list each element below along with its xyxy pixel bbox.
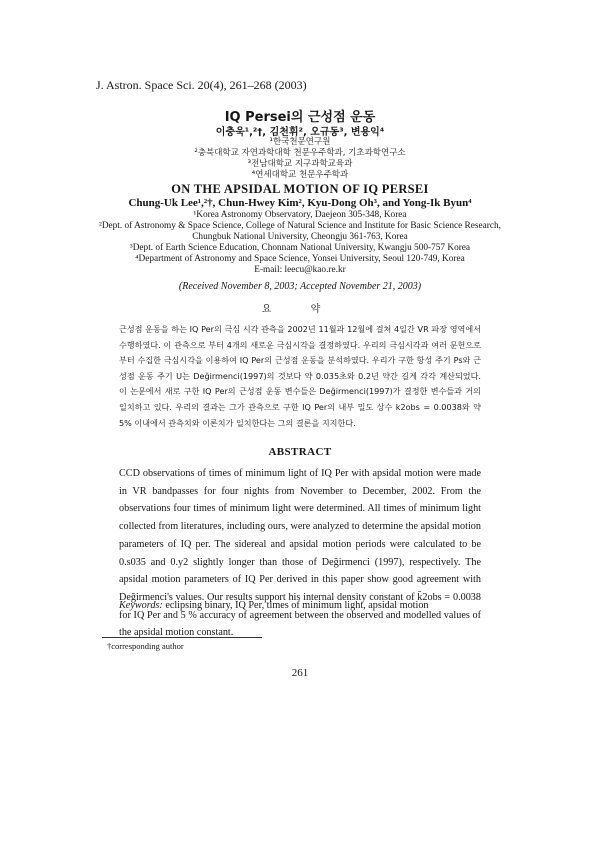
footnote: †corresponding author [107,641,184,651]
korean-abstract-heading: 요 약 [261,304,339,315]
korean-abstract-body: 근성점 운동을 하는 IQ Per의 극심 시각 관측을 2002년 11월과 12월에 걸쳐 4일간 VR 파장 영역에서 수행하였다. 이 관측으로 부터 4개의 새로운 극심시각을 결정하였다. 우리의 극심시각과 여러 문헌으로 부터 수집한 극심시각을 이용하여 IQ Per의 근성점 운동을 분석하였다. 우리가 구한 항성 주기 Ps와 근성점 운동 주기 U는 Değirmenci(1997)의 것보다 약 0.035초와 0.2년 약간 길게 각각 계산되었다. 이 논문에서 새로 구한 IQ Per의 근성점 운동 변수들은 Değirmenci(1997)가 결정한 변수들과 거의 일치하고 있다. 우리의 결과는 그가 관측으로 구한 IQ Per의 내부 밀도 상수 k2obs = 0.0038와 약 5% 이내에서 관측치와 이론치가 일치한다는 그의 결론을 지지한다. [119,324,481,428]
korean-authors: 이충욱¹,²†, 김천휘², 오규동³, 변용익⁴ [215,127,385,138]
abstract-heading: ABSTRACT [268,446,332,458]
english-affiliation: Chungbuk National University, Cheongju 361-763, Korea [192,232,408,242]
english-affiliation: ²Dept. of Astronomy & Space Science, College of Natural Science and Institute for Basic Science Research, [99,221,501,231]
keywords-label: Keywords: [119,600,163,611]
keywords-text: eclipsing binary, IQ Per, times of minimum light, apsidal motion [165,600,429,611]
korean-affiliation: ⁴연세대학교 천문우주학과 [251,170,349,180]
english-authors: Chung-Uk Lee¹,²†, Chun-Hwey Kim², Kyu-Dong Oh³, and Yong-Ik Byun⁴ [128,197,472,209]
korean-affiliation: ¹한국천문연구원 [269,137,331,147]
korean-affiliation: ³전남대학교 지구과학교육과 [247,159,353,169]
english-title: ON THE APSIDAL MOTION OF IQ PERSEI [171,182,429,196]
journal-reference: J. Astron. Space Sci. 20(4), 261–268 (2003) [96,78,307,92]
author-email: E-mail: leecu@kao.re.kr [254,265,346,275]
keywords-line [119,600,481,611]
received-dates: (Received November 8, 2003; Accepted November 21, 2003) [178,281,422,292]
abstract-body: CCD observations of times of minimum light of IQ Per with apsidal motion were made in VR bandpasses for four nights from November to December, 2002. From the observations four times of minimum light were determined. All times of minimum light collected from literatures, including ours, were analyzed to determine the apsidal motion parameters of IQ per. The sidereal and apsidal motion periods were calculated to be 0.s035 and 0.y2 slightly longer than those of Değirmenci (1997), respectively. The apsidal motion parameters of IQ Per derived in this paper show good agreement with Değirmenci's values. Our results support his internal density constant of k̄2obs = 0.0038 for IQ Per and 5 % accuracy of agreement between the observed and modelled values of the apsidal motion constant. [119,468,481,639]
korean-title: IQ Persei의 근성점 운동 [224,110,376,125]
page-number: 261 [291,667,309,679]
english-affiliation: ³Dept. of Earth Science Education, Chonnam National University, Kwangju 500-757 Korea [129,243,471,253]
korean-affiliation: ²충북대학교 자연과학대학 천문우주학과, 기초과학연구소 [194,148,406,158]
english-affiliation: ⁴Department of Astronomy and Space Science, Yonsei University, Seoul 120-749, Korea [135,254,465,264]
footnote-rule [102,637,262,638]
english-affiliation: ¹Korea Astronomy Observatory, Daejeon 305-348, Korea [193,210,407,220]
